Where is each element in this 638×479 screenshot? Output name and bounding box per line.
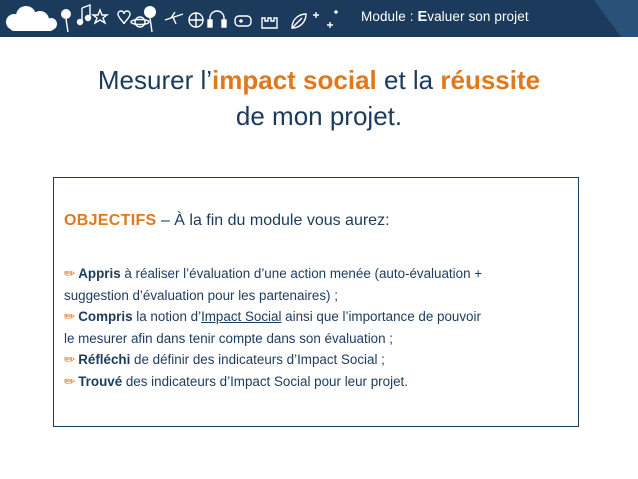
- list-item-continuation: suggestion d’évaluation pour les partenaires) ;: [64, 287, 338, 303]
- module-name: valuer son projet: [427, 9, 529, 24]
- module-prefix: Module :: [361, 9, 418, 24]
- page-title: [0, 62, 638, 134]
- title-part-2: et la: [376, 65, 441, 95]
- module-initial: E: [417, 9, 428, 25]
- title-line-2: de mon projet.: [235, 101, 403, 131]
- list-item: [64, 371, 584, 393]
- sparkles-icon: [313, 10, 338, 28]
- doodle-icons-illustration: [0, 0, 345, 37]
- pencil-icon: ✏: [64, 352, 76, 367]
- objectives-list: [64, 263, 584, 392]
- cloud-icon: [6, 6, 57, 31]
- pencil-icon: ✏: [64, 309, 76, 324]
- list-item: [64, 306, 584, 328]
- list-item: [64, 349, 584, 371]
- item-keyword: Appris: [78, 266, 121, 281]
- module-label: [361, 9, 529, 25]
- airplane-icon: [165, 12, 183, 24]
- objectives-intro: – À la fin du module vous aurez:: [156, 212, 390, 229]
- leaf-icon: [292, 14, 306, 28]
- item-text: la notion d’: [132, 309, 202, 324]
- item-text: de définir des indicateurs d’Impact Social ;: [130, 352, 385, 367]
- pencil-icon: ✏: [64, 266, 76, 281]
- objectives-keyword: OBJECTIFS: [64, 212, 157, 229]
- title-highlight-impact: impact social: [212, 65, 377, 95]
- castle-icon: [262, 18, 277, 28]
- item-text: ainsi que l’importance de pouvoir: [281, 309, 481, 324]
- item-keyword: Réfléchi: [78, 352, 131, 367]
- heart-icon: [118, 11, 130, 24]
- objectives-heading: [64, 212, 390, 230]
- banner-corner-accent: [594, 0, 638, 37]
- item-keyword: Trouvé: [78, 373, 123, 389]
- item-text: des indicateurs d’Impact Social pour leur projet.: [122, 373, 408, 389]
- item-keyword: Compris: [78, 309, 133, 324]
- pencil-icon: ✏: [64, 373, 76, 389]
- item-text: à réaliser l’évaluation d’une action menée (auto-évaluation +: [120, 266, 483, 281]
- header-banner: [0, 0, 638, 37]
- star-icon: [93, 10, 107, 23]
- list-item: [64, 263, 584, 285]
- title-part-1: Mesurer l’: [97, 65, 213, 95]
- list-item-continuation: le mesurer afin dans tenir compte dans son évaluation ;: [64, 330, 393, 346]
- title-highlight-reussite: réussite: [440, 65, 541, 95]
- impact-social-underlined: Impact Social: [201, 309, 282, 324]
- balloon-icon: [61, 9, 71, 19]
- planet-icon: [135, 17, 145, 27]
- title-line-1: [0, 62, 638, 98]
